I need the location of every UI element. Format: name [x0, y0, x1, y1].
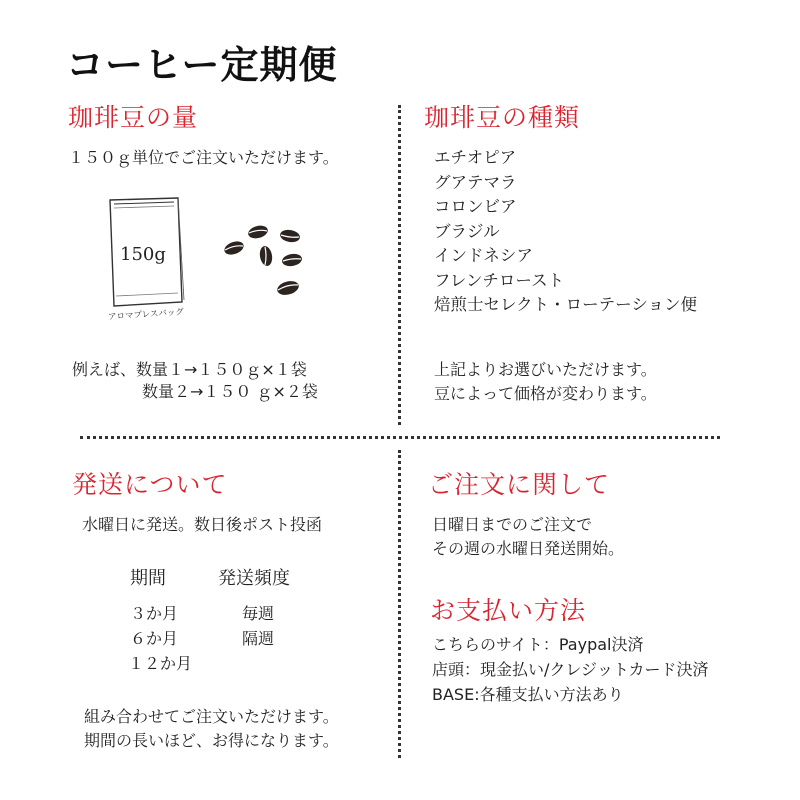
frequency-column-header: 発送頻度: [218, 568, 290, 589]
horizontal-divider: [80, 436, 720, 439]
payment-line3: BASE:各種支払い方法あり: [432, 685, 624, 704]
frequency-cell: 隔週: [242, 629, 275, 648]
payment-line2: 店頭：現金払い/クレジットカード決済: [432, 660, 709, 679]
period-column-header: 期間: [130, 568, 166, 589]
package-caption: アロマプレスバッグ: [107, 307, 185, 323]
ordering-line2: その週の水曜日発送開始。: [432, 539, 625, 558]
bean-type-list: [434, 146, 697, 318]
types-heading: 珈琲豆の種類: [424, 103, 581, 132]
vertical-divider-bottom: [398, 450, 401, 758]
amount-example-line1: 例えば、数量１→１５０ｇ×１袋: [72, 360, 307, 379]
period-cell: ６か月: [130, 629, 179, 648]
bean-type-item: フレンチロースト: [434, 270, 565, 290]
coffee-beans-icon: [216, 218, 312, 308]
bean-type-item: 焙煎士セレクト・ローテーション便: [434, 295, 698, 314]
ordering-line1: 日曜日までのご注文で: [432, 515, 593, 534]
period-cell: ３か月: [130, 604, 179, 623]
ordering-heading: ご注文に関して: [428, 470, 611, 499]
bean-type-item: グアテマラ: [434, 172, 517, 192]
payment-heading: お支払い方法: [430, 596, 587, 625]
coffee-bag-illustration: [104, 196, 194, 326]
shipping-footer-line2: 期間の長いほど、お得になります。: [84, 731, 339, 750]
shipping-note: 水曜日に発送。数日後ポスト投函: [82, 515, 323, 534]
bean-type-item: インドネシア: [434, 246, 533, 265]
amount-unit-note: １５０ｇ単位でご注文いただけます。: [68, 148, 339, 167]
payment-line1: こちらのサイト：Paypal決済: [432, 635, 644, 654]
bean-type-item: エチオピア: [434, 148, 517, 167]
package-label: 150g: [120, 244, 166, 265]
types-note-line1: 上記よりお選びいただけます。: [434, 360, 657, 379]
types-note-line2: 豆によって価格が変わります。: [434, 384, 657, 403]
amount-example-line2: 数量２→１５０ ｇ×２袋: [142, 382, 318, 401]
period-cell: １２か月: [128, 654, 193, 673]
shipping-footer-line1: 組み合わせてご注文いただけます。: [84, 707, 339, 726]
frequency-cell: 毎週: [242, 604, 275, 623]
vertical-divider-top: [398, 105, 401, 425]
bean-type-item: ブラジル: [434, 221, 500, 241]
page-title: コーヒー定期便: [66, 43, 338, 87]
bean-type-item: コロンビア: [434, 197, 517, 216]
shipping-heading: 発送について: [72, 470, 228, 499]
amount-heading: 珈琲豆の量: [68, 103, 199, 132]
